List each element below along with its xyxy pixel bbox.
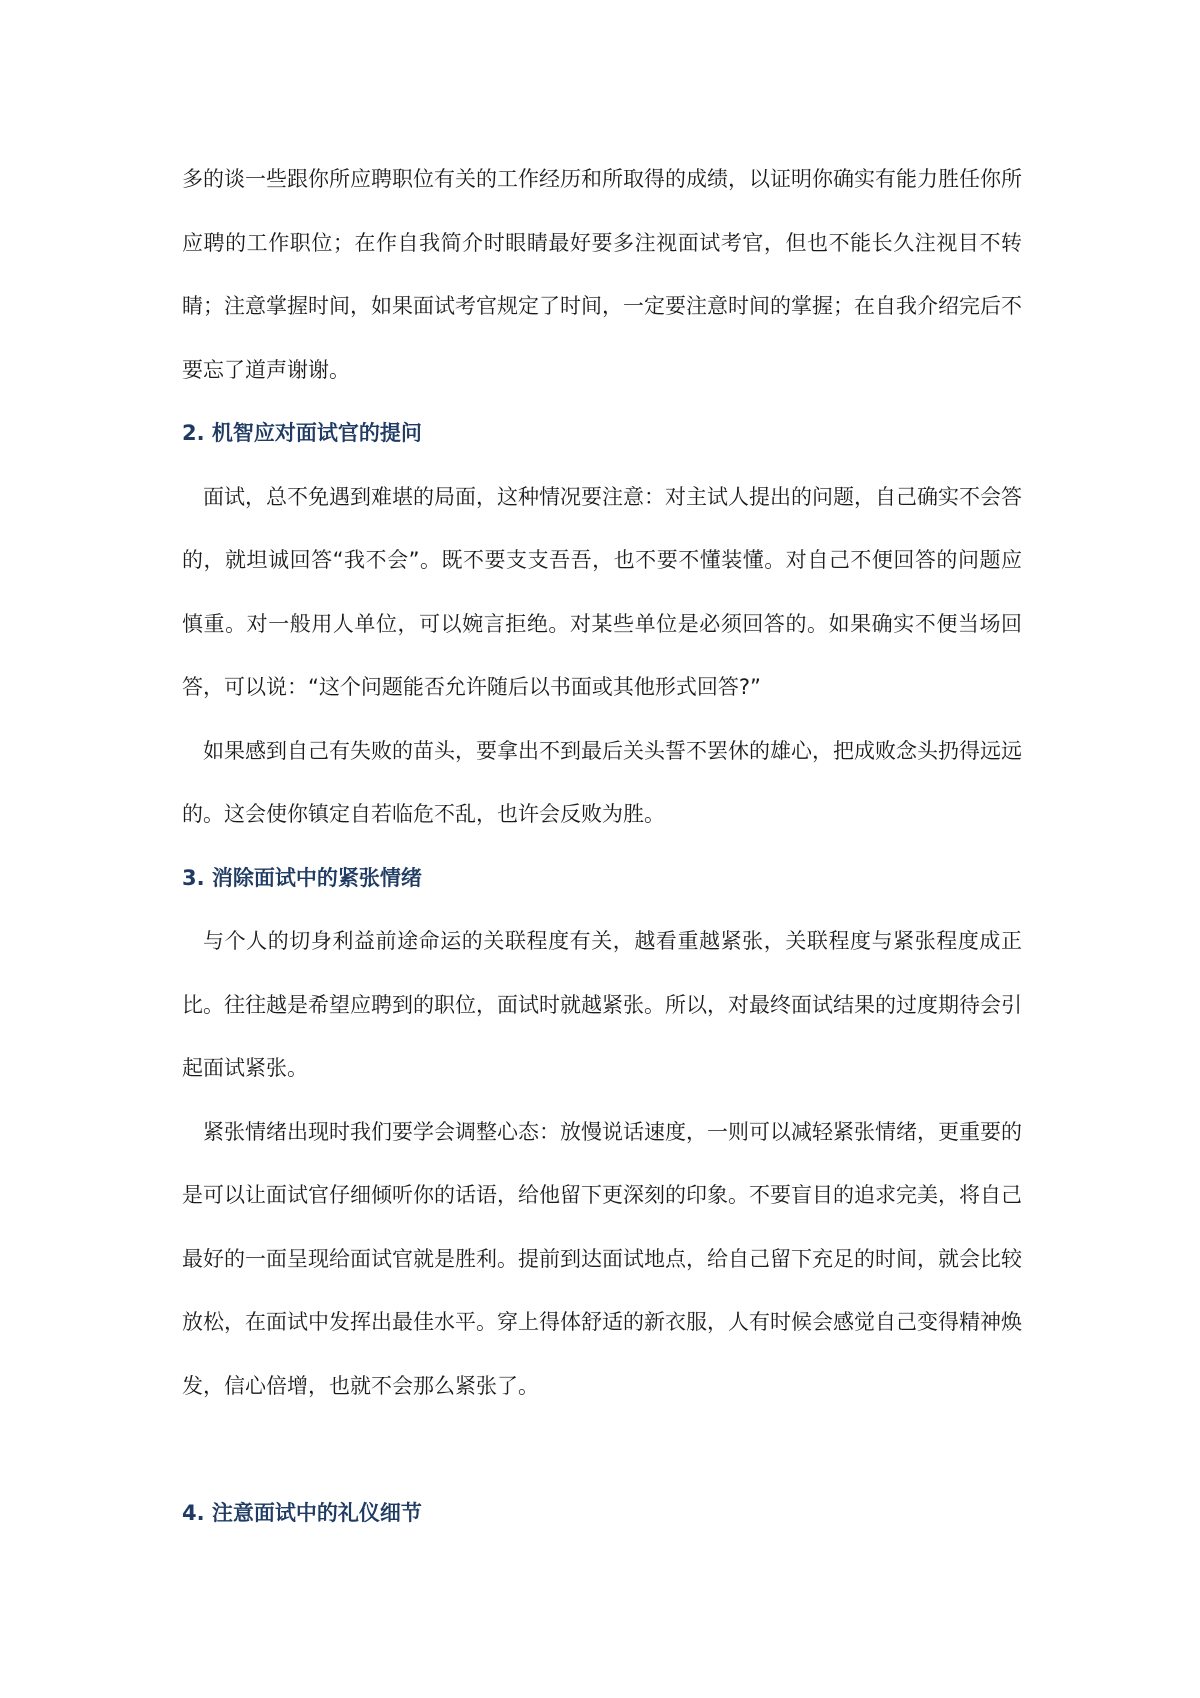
heading-answer-questions: 2. 机智应对面试官的提问 [182,421,422,445]
paragraph-cause-of-nervousness: 与个人的切身利益前途命运的关联程度有关，越看重越紧张，关联程度与紧张程度成正比。往往越是希望应聘到的职位，面试时就越紧张。所以，对最终面试结果的过度期待会引起面试紧张。 [182,929,1022,1080]
heading-etiquette-details: 4. 注意面试中的礼仪细节 [182,1500,422,1525]
paragraph-stay-calm: 如果感到自己有失败的苗头，要拿出不到最后关头誓不罢休的雄心，把成败念头扔得远远的。这会使你镇定自若临危不乱，也许会反败为胜。 [182,738,1022,826]
heading-eliminate-nervousness: 3. 消除面试中的紧张情绪 [182,865,422,890]
paragraph-self-introduction-tips: 多的谈一些跟你所应聘职位有关的工作经历和所取得的成绩，以证明你确实有能力胜任你所应聘的工作职位；在作自我简介时眼睛最好要多注视面试考官，但也不能长久注视目不转睛；注意掌握时间，如果面试考官规定了时间，一定要注意时间的掌握；在自我介绍完后不要忘了道声谢谢。 [182,167,1022,382]
section-spacer [182,1418,1022,1482]
paragraph-adjust-mindset: 紧张情绪出现时我们要学会调整心态：放慢说话速度，一则可以减轻紧张情绪，更重要的是可以让面试官仔细倾听你的话语，给他留下更深刻的印象。不要盲目的追求完美，将自己最好的一面呈现给面试官就是胜利。提前到达面试地点，给自己留下充足的时间，就会比较放松，在面试中发挥出最佳水平。穿上得体舒适的新衣服，人有时候会感觉自己变得精神焕发，信心倍增，也就不会那么紧张了。 [182,1119,1022,1398]
paragraph-handling-difficult-questions: 面试，总不免遇到难堪的局面，这种情况要注意：对主试人提出的问题，自己确实不会答的，就坦诚回答“我不会”。既不要支支吾吾，也不要不懂装懂。对自己不便回答的问题应慎重。对一般用人单位，可以婉言拒绝。对某些单位是必须回答的。如果确实不便当场回答，可以说：“这个问题能否允许随后以书面或其他形式回答?” [182,484,1022,699]
document-content [182,148,1022,1545]
